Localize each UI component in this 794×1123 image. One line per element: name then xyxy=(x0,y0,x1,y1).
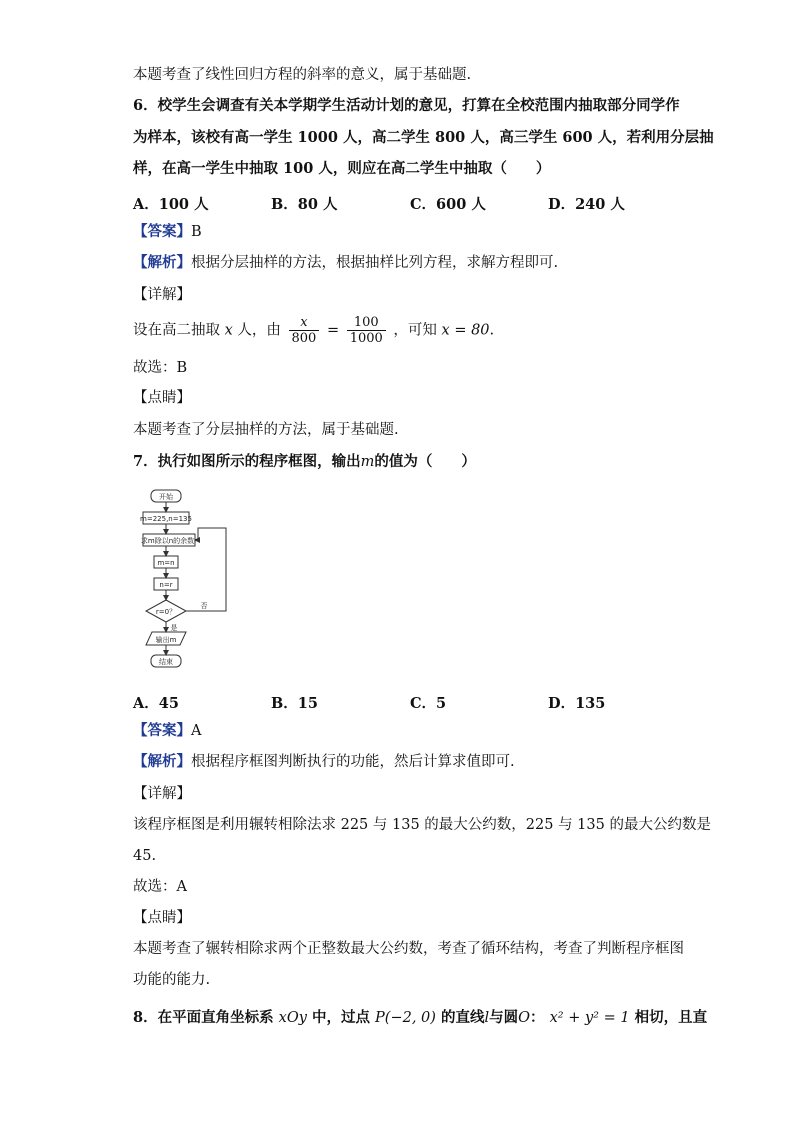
fraction-x-over-800 xyxy=(289,316,320,345)
flow-init-text: m=225,n=135 xyxy=(140,515,192,523)
detail-result: x = 80 xyxy=(441,322,490,339)
equals-sign: = xyxy=(326,322,340,339)
q6-analysis xyxy=(133,256,558,271)
q8-stem xyxy=(133,1011,707,1026)
q7-comment-line-1: 本题考查了辗转相除求两个正整数最大公约数，考查了循环结构，考查了判断程序框图 xyxy=(133,941,684,957)
q6-comment-heading: 【点睛】 xyxy=(133,390,191,406)
q7-comment-line-2: 功能的能力. xyxy=(133,972,211,988)
q8-stem-f: 相切，且直 xyxy=(634,1009,708,1026)
q8-point: P(−2, 0) xyxy=(375,1010,436,1026)
q7-option-c: C．5 xyxy=(410,695,447,712)
flowchart-figure xyxy=(138,484,238,674)
q5-conclusion: 本题考查了线性回归方程的斜率的意义，属于基础题. xyxy=(133,67,472,83)
q6-option-a: A．100 人 xyxy=(133,196,209,213)
detail-mid: 人，由 xyxy=(237,322,281,339)
q6-stem-line-2: 为样本，该校有高一学生 1000 人，高二学生 800 人，高三学生 600 人，若利用分层抽 xyxy=(133,129,714,146)
q6-comment: 本题考查了分层抽样的方法，属于基础题. xyxy=(133,422,399,438)
flow-output-text: 输出m xyxy=(155,636,177,644)
q8-stem-c: 的直线 xyxy=(441,1009,485,1026)
q8-stem-a: 8．在平面直角坐标系 xyxy=(133,1009,274,1026)
q7-stem xyxy=(133,455,476,470)
flow-step1-text: 求m除以n的余数r xyxy=(140,537,198,545)
q8-coordinate-system: xOy xyxy=(278,1010,307,1026)
q6-detail-equation xyxy=(133,316,494,345)
q7-option-d: D．135 xyxy=(548,695,606,712)
q6-choose: 故选：B xyxy=(133,360,188,376)
q7-detail-line-1: 该程序框图是利用辗转相除法求 225 与 135 的最大公约数，225 与 135 的最大公约数是 xyxy=(133,817,711,833)
analysis-text: 根据程序框图判断执行的功能，然后计算求值即可. xyxy=(191,754,515,770)
flow-start-text: 开始 xyxy=(159,493,173,501)
flow-cond-text: r=0？ xyxy=(155,608,177,616)
answer-tag: 【答案】 xyxy=(133,223,191,240)
q8-line-l: l xyxy=(484,1010,490,1026)
q8-stem-d: 与圆 xyxy=(489,1009,519,1026)
q6-option-b: B．80 人 xyxy=(271,196,338,213)
detail-post: ，可知 xyxy=(393,322,437,339)
q8-stem-e: ： xyxy=(530,1009,545,1026)
q7-stem-a: 7．执行如图所示的程序框图，输出 xyxy=(133,453,361,470)
q7-analysis xyxy=(133,755,515,770)
q7-detail-heading: 【详解】 xyxy=(133,786,191,802)
q7-choose: 故选：A xyxy=(133,879,187,895)
analysis-text: 根据分层抽样的方法，根据抽样比列方程，求解方程即可. xyxy=(191,255,559,271)
q7-stem-b: 的值为（ ） xyxy=(374,453,476,470)
fraction-100-over-1000 xyxy=(347,316,386,345)
q8-stem-b: 中，过点 xyxy=(311,1009,370,1026)
analysis-tag: 【解析】 xyxy=(133,254,191,271)
flow-no-label: 否 xyxy=(200,602,208,610)
flow-end-text: 结束 xyxy=(159,658,173,666)
q7-stem-var: m xyxy=(360,454,375,470)
q7-answer xyxy=(133,724,201,739)
q8-circle-O: O xyxy=(518,1010,531,1026)
q6-answer xyxy=(133,225,202,240)
q7-option-a: A．45 xyxy=(133,695,179,712)
frac2-numerator: 100 xyxy=(347,316,386,331)
answer-tag: 【答案】 xyxy=(133,722,191,739)
flow-step3-text: n=r xyxy=(159,581,173,589)
q6-stem-line-1: 6．校学生会调查有关本学期学生活动计划的意见，打算在全校范围内抽取部分同学作 xyxy=(133,97,680,114)
frac1-denominator: 800 xyxy=(291,331,317,346)
q6-stem-line-3: 样，在高一学生中抽取 100 人，则应在高二学生中抽取（ ） xyxy=(133,160,551,177)
detail-pre: 设在高二抽取 xyxy=(133,322,220,339)
detail-var: x xyxy=(224,322,233,339)
q6-option-d: D．240 人 xyxy=(548,196,625,213)
answer-value: A xyxy=(191,723,202,739)
q7-option-b: B．15 xyxy=(271,695,318,712)
detail-end: . xyxy=(489,322,495,339)
flow-yes-label: 是 xyxy=(170,624,178,632)
q6-option-c: C．600 人 xyxy=(410,196,486,213)
flow-step2-text: m=n xyxy=(157,559,175,567)
answer-value: B xyxy=(191,224,202,240)
frac1-numerator: x xyxy=(289,316,320,331)
frac2-denominator: 1000 xyxy=(349,331,383,346)
q6-detail-heading: 【详解】 xyxy=(133,287,191,303)
q7-comment-heading: 【点睛】 xyxy=(133,910,191,926)
q7-detail-line-2: 45. xyxy=(133,848,157,864)
q8-circle-equation: x² + y² = 1 xyxy=(549,1010,630,1026)
analysis-tag: 【解析】 xyxy=(133,753,191,770)
